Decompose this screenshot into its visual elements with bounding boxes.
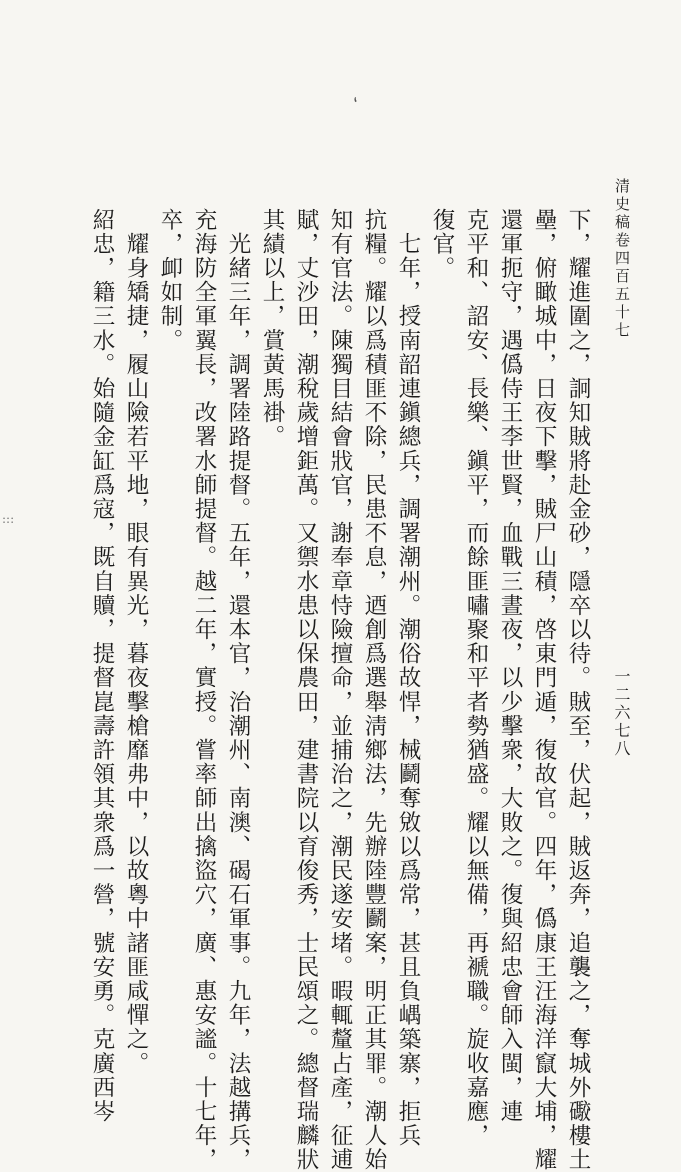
text-column-11: 光緒三年，調署陸路提督。五年，還本官，治潮州、南澳、碣石軍事。九年，法越搆兵， [225, 208, 251, 1172]
text-column-7: 抗糧。耀以爲積匪不除，民患不息，迺創爲選舉淸鄉法，先辦陸豐鬬案，明正其罪。潮人始 [361, 208, 387, 1172]
text-column-1: 下，耀進圍之，詗知賊將赴金砂，隱卒以待。賊至，伏起，賊返奔，追襲之，奪城外礮樓土 [565, 208, 591, 1172]
text-column-2: 壘，俯瞰城中，日夜下擊，賊尸山積，啓東門遁，復故官。四年，僞康王汪海洋竄大埔，耀 [531, 208, 557, 1172]
text-column-3: 還軍扼守，遇僞侍王李世賢，血戰三晝夜，以少擊衆，大敗之。復與紹忠會師入閩，連 [497, 208, 523, 1124]
text-column-8: 知有官法。陳獨目結會戕官，謝奉章恃險擅命，並捕治之，潮民遂安堵。暇輒釐占產，征逋 [327, 208, 353, 1172]
text-column-13: 卒，卹如制。 [157, 208, 183, 353]
text-column-15: 紹忠，籍三水。始隨金缸爲寇，既自贖，提督崑壽許領其衆爲一營，號安勇。克廣西岑 [89, 208, 115, 1124]
text-column-9: 賦，丈沙田，潮稅歲增鉅萬。又禦水患以保農田，建書院以育俊秀，士民頌之。總督瑞麟狀 [293, 208, 319, 1172]
margin-mark: ʻ [350, 93, 366, 116]
text-column-6: 七年，授南韶連鎭總兵，調署潮州。潮俗故悍，械鬬奪敓以爲常，甚且負嵎築寨，拒兵 [395, 208, 421, 1148]
edge-mark: ::: [2, 512, 15, 526]
text-column-10: 其績以上，賞黃馬褂。 [259, 208, 285, 449]
text-column-4: 克平和、詔安、長樂、鎭平，而餘匪嘯聚和平者勢猶盛。耀以無備，再褫職。旋收嘉應， [463, 208, 489, 1148]
page-number: 一二六七八 [612, 668, 631, 758]
text-column-14: 耀身矯捷，履山險若平地，眼有異光，暮夜擊槍靡弗中，以故粵中諸匪咸憚之。 [123, 208, 149, 1076]
text-column-12: 充海防全軍翼長，改署水師提督。越二年，實授。嘗率師出擒盜穴，廣、惠安謐。十七年， [191, 208, 217, 1172]
text-column-5: 復官。 [429, 208, 455, 281]
running-header: 清史稿卷四百五十七 [613, 178, 631, 340]
